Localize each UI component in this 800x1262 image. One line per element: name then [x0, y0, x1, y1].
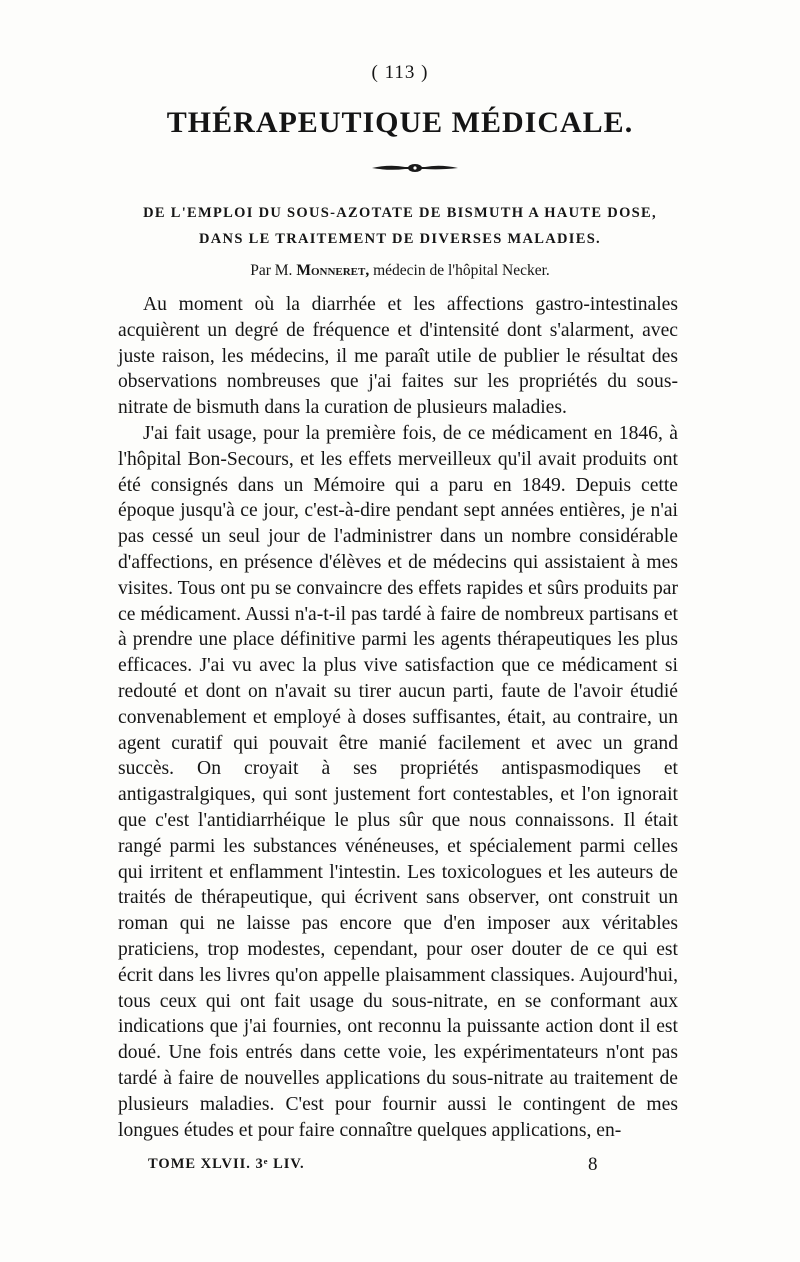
ornament-divider — [370, 160, 460, 176]
footer-volume: TOME XLVII. 3ᵉ LIV. — [148, 1156, 305, 1172]
page-number: ( 113 ) — [371, 62, 429, 83]
article-title-line-2: DANS LE TRAITEMENT DE DIVERSES MALADIES. — [199, 231, 601, 247]
author-line — [0, 262, 800, 280]
page-footer — [148, 1156, 608, 1173]
author-prefix: Par M. — [250, 262, 293, 279]
author-affiliation: médecin de l'hôpital Necker. — [373, 262, 550, 279]
article-title-line-1: DE L'EMPLOI DU SOUS-AZOTATE DE BISMUTH A HAUTE DOSE, — [143, 205, 657, 221]
paragraph-1: Au moment où la diarrhée et les affections gastro-intestinales acquièrent un degré de fréquence et d'intensité dont s'alarment, avec juste raison, les médecins, il me paraît utile de publier le résultat des observations nombreuses que j'ai faites sur les propriétés du sous-nitrate de bismuth dans la curation de plusieurs maladies. — [118, 294, 678, 419]
section-title: THÉRAPEUTIQUE MÉDICALE. — [166, 106, 634, 139]
body-text — [118, 292, 678, 1143]
paragraph-2: J'ai fait usage, pour la première fois, de ce médicament en 1846, à l'hôpital Bon-Secours, et les effets merveilleux qu'il avait produits ont été consignés dans un Mémoire qui a paru en 1849. Depuis cette époque jusqu'à ce jour, c'est-à-dire pendant sept années entières, je n'ai pas cessé un seul jour de l'administrer dans un nombre considérable d'affections, en présence d'élèves et de médecins qui assistaient à mes visites. Tous ont pu se convaincre des effets rapides et sûrs produits par ce médicament. Aussi n'a-t-il pas tardé à faire de nombreux partisans et à prendre une place définitive parmi les agents thérapeutiques les plus efficaces. J'ai vu avec la plus vive satisfaction que ce médicament si redouté et dont on n'avait su tirer aucun parti, faute de l'avoir étudié convenablement et employé à doses suffisantes, était, au contraire, un agent curatif qui pouvait être manié facilement et avec un grand succès. On croyait à ses propriétés antispasmodiques et antigastralgiques, qui sont justement fort contestables, et l'on ignorait que c'est l'antidiarrhéique le plus sûr que nous connaissons. Il était rangé parmi les substances vénéneuses, et spécialement parmi celles qui irritent et enflamment l'intestin. Les toxicologues et les auteurs de traités de thérapeutique, qui écrivent sans observer, ont construit un roman qui ne laisse pas encore que d'en imposer aux véritables praticiens, trop modestes, cependant, pour oser douter de ce qui est écrit dans les livres qu'on appelle plaisamment classiques. Aujourd'hui, tous ceux qui ont fait usage du sous-nitrate, en se conformant aux indications que j'ai fournies, ont reconnu la puissante action dont il est doué. Une fois entrés dans cette voie, les expérimentateurs n'ont pas tardé à faire de nouvelles applications du sous-nitrate au traitement de plusieurs maladies. C'est pour fournir aussi le contingent de mes longues études et pour faire connaître quelques applications, en- — [118, 422, 678, 1141]
article-title — [140, 200, 660, 252]
author-name: Monneret, — [296, 262, 370, 279]
footer-signature: 8 — [588, 1154, 599, 1175]
